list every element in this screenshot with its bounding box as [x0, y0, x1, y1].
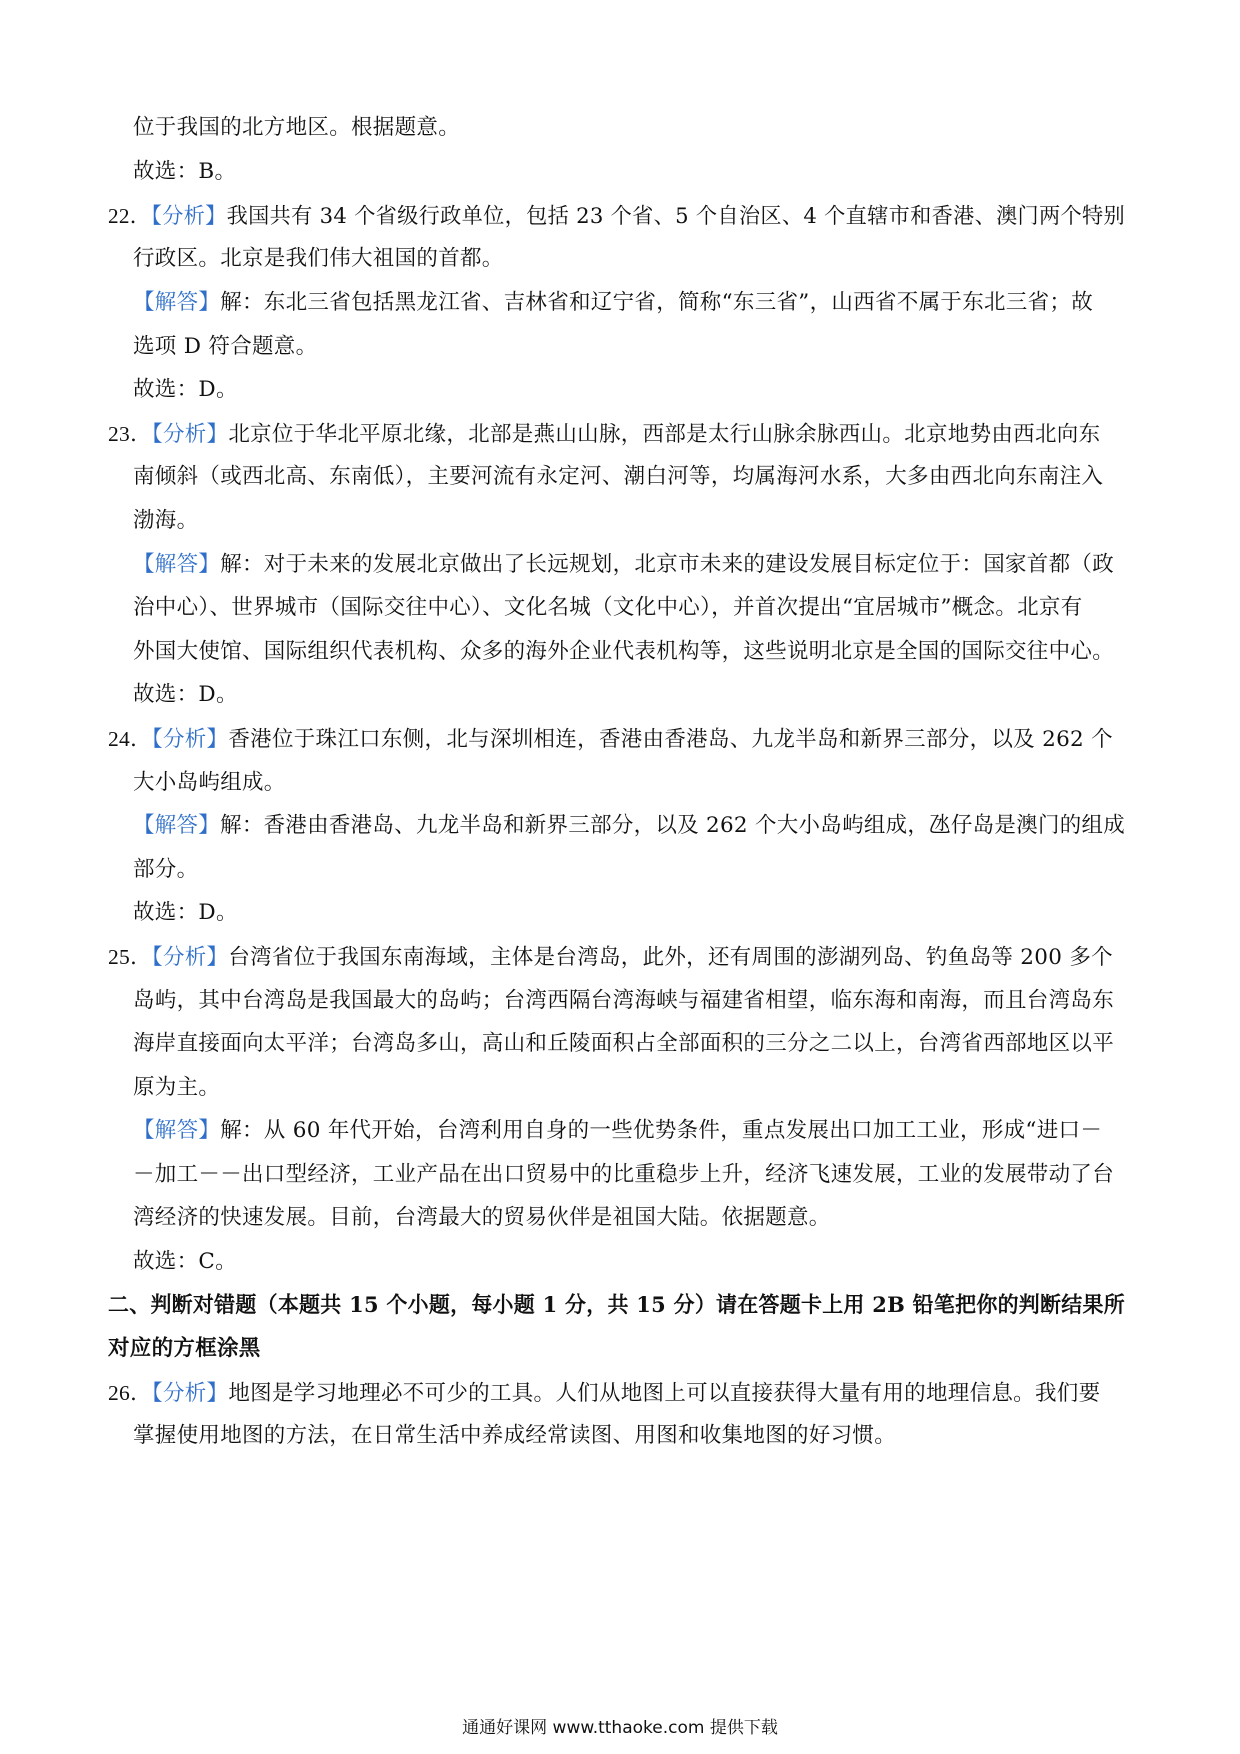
answer-choice: 故选：B。 [133, 159, 237, 184]
text-line: 解：从 60 年代开始，台湾利用自身的一些优势条件，重点发展出口加工工业，形成“进口－ [220, 1118, 1103, 1143]
question-number: 23． [108, 422, 152, 446]
answer-tag: 【解答】 [133, 552, 221, 577]
text-line: 部分。 [133, 857, 199, 882]
text-line: 大小岛屿组成。 [133, 770, 286, 795]
text-line: 香港位于珠江口东侧，北与深圳相连，香港由香港岛、九龙半岛和新界三部分，以及 262 个 [228, 727, 1113, 752]
page-footer: 通通好课网 www.tthaoke.com 提供下载 [462, 1718, 778, 1738]
question-25-analysis [108, 942, 1113, 973]
section-heading: 二、判断对错题（本题共 15 个小题，每小题 1 分，共 15 分）请在答题卡上用 2B 铅笔把你的判断结果所 [108, 1293, 1125, 1318]
answer-choice: 故选：D。 [133, 682, 238, 707]
text-line: 北京位于华北平原北缘，北部是燕山山脉，西部是太行山脉余脉西山。北京地势由西北向东 [228, 422, 1101, 447]
text-line: 解：香港由香港岛、九龙半岛和新界三部分，以及 262 个大小岛屿组成，氹仔岛是澳门的组成 [220, 813, 1126, 838]
text-line: 原为主。 [133, 1075, 221, 1100]
question-23-analysis [108, 419, 1100, 450]
question-number: 25． [108, 945, 152, 969]
text-line: 台湾省位于我国东南海域，主体是台湾岛，此外，还有周围的澎湖列岛、钓鱼岛等 200 多个 [228, 945, 1113, 970]
text-line: 我国共有 34 个省级行政单位，包括 23 个省、5 个自治区、4 个直辖市和香港、澳门两个特别 [226, 204, 1125, 229]
question-number: 22． [108, 204, 152, 228]
analysis-tag: 【分析】 [151, 204, 227, 229]
text-line: 位于我国的北方地区。根据题意。 [133, 115, 461, 140]
text-line: 治中心）、世界城市（国际交往中心）、文化名城（文化中心），并首次提出“宜居城市”概念。北京有 [133, 595, 1083, 620]
question-22-analysis [108, 201, 1125, 232]
answer-tag: 【解答】 [133, 290, 221, 315]
question-number: 24． [108, 727, 152, 751]
text-line: 外国大使馆、国际组织代表机构、众多的海外企业代表机构等，这些说明北京是全国的国际交往中心。 [133, 639, 1115, 664]
text-line: 掌握使用地图的方法，在日常生活中养成经常读图、用图和收集地图的好习惯。 [133, 1423, 897, 1448]
section-heading-line2: 对应的方框涂黑 [108, 1336, 261, 1361]
analysis-tag: 【分析】 [151, 727, 229, 752]
question-24-answer [133, 811, 1125, 841]
question-number: 26． [108, 1381, 152, 1405]
question-24-analysis [108, 724, 1113, 755]
text-line: 南倾斜（或西北高、东南低），主要河流有永定河、潮白河等，均属海河水系，大多由西北向东南注入 [133, 464, 1104, 489]
analysis-tag: 【分析】 [151, 422, 229, 447]
text-line: 解：对于未来的发展北京做出了长远规划，北京市未来的建设发展目标定位于：国家首都（政 [220, 552, 1115, 577]
text-line: 海岸直接面向太平洋；台湾岛多山，高山和丘陵面积占全部面积的三分之二以上，台湾省西部地区以平 [133, 1031, 1115, 1056]
question-26-analysis [108, 1378, 1100, 1409]
text-line: 行政区。北京是我们伟大祖国的首都。 [133, 246, 504, 271]
text-line: －加工－－出口型经济，工业产品在出口贸易中的比重稳步上升，经济飞速发展，工业的发展带动了台 [133, 1162, 1115, 1187]
text-line: 解：东北三省包括黑龙江省、吉林省和辽宁省，简称“东三省”，山西省不属于东北三省；故 [220, 290, 1093, 315]
analysis-tag: 【分析】 [151, 945, 229, 970]
question-23-answer [133, 550, 1114, 580]
question-22-answer [133, 288, 1093, 318]
analysis-tag: 【分析】 [151, 1381, 229, 1406]
answer-tag: 【解答】 [133, 813, 221, 838]
text-line: 湾经济的快速发展。目前，台湾最大的贸易伙伴是祖国大陆。依据题意。 [133, 1205, 831, 1230]
text-line: 选项 D 符合题意。 [133, 334, 318, 359]
answer-choice: 故选：C。 [133, 1249, 237, 1274]
answer-choice: 故选：D。 [133, 900, 238, 925]
text-line: 地图是学习地理必不可少的工具。人们从地图上可以直接获得大量有用的地理信息。我们要 [228, 1381, 1101, 1406]
text-line: 渤海。 [133, 508, 199, 533]
text-line: 岛屿，其中台湾岛是我国最大的岛屿；台湾西隔台湾海峡与福建省相望，临东海和南海，而且台湾岛东 [133, 988, 1115, 1013]
answer-choice: 故选：D。 [133, 377, 238, 402]
answer-tag: 【解答】 [133, 1118, 221, 1143]
question-25-answer [133, 1116, 1102, 1146]
